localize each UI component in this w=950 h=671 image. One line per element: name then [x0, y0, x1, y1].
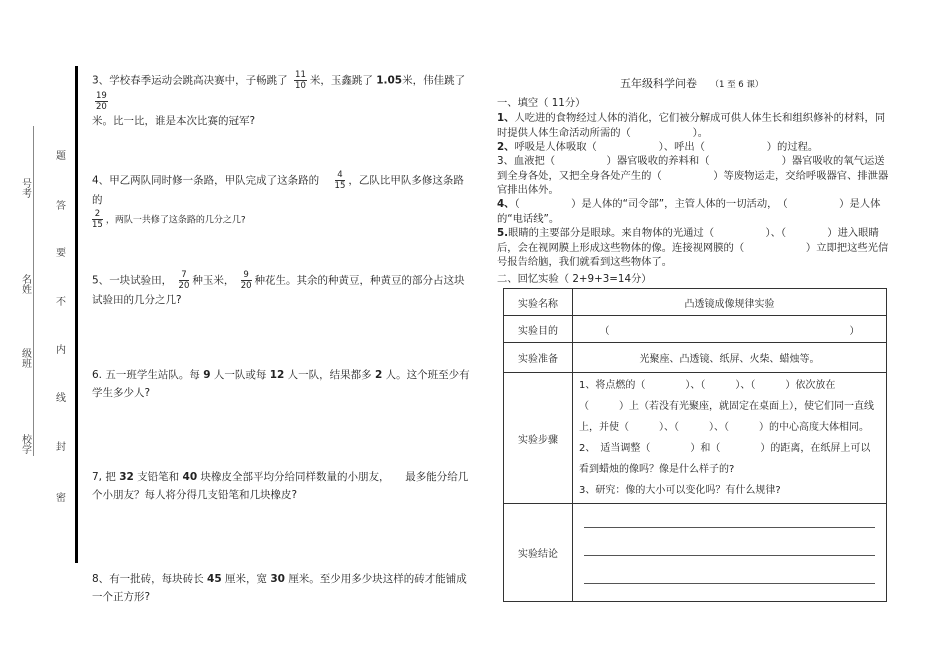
margin-label-school: 校学	[22, 435, 32, 456]
table-cell-value: 光聚座、凸透镜、纸屏、火柴、蜡烛等。	[573, 343, 887, 373]
seal-char: 线	[56, 393, 66, 404]
fill-question-5: 5.眼睛的主要部分是眼球。来自物体的光通过（ ）、（ ）进入眼睛后，会在视网膜上形成这些物体的像。连接视网膜的（ ）立即把这些光信号报告给脑，我们就看到这些物体了。	[497, 227, 889, 268]
table-row	[504, 343, 887, 373]
step-3: 3、研究：像的大小可以变化吗？有什么规律?	[579, 485, 781, 496]
seal-char: 题	[56, 151, 66, 162]
fill-question-3: 3、血液把（ ）器官吸收的养料和（ ）器官吸收的氧气运送到全身各处，又把全身各处产生的（ ）等废物运走，交给呼吸器官、排泄器官排出体外。	[497, 155, 889, 196]
question-8: 8、有一批砖，每块砖长 45 厘米，宽 30 厘米。至少用多少块这样的砖才能铺成一个正方形?	[92, 573, 467, 603]
answer-line	[584, 582, 875, 584]
table-cell-value: 凸透镜成像规律实验	[573, 289, 887, 316]
question-6: 6. 五一班学生站队。每 9 人一队或每 12 人一队，结果都多 2 人。这个班至少有学生多少人?	[92, 369, 470, 399]
seal-char: 内	[56, 345, 66, 356]
section-fill-heading: 一、填空（ 11分）	[497, 97, 586, 109]
question-5: 5、一块试验田， $\frac{7}{20}$ 种玉米， $\frac{9}{20}$ 种花生。其余的种黄豆，种黄豆的部分占这块试验田的几分之几?	[92, 270, 465, 306]
fill-question-2: 2、呼吸是人体吸取（ ）、呼出（ ）的过程。	[497, 141, 819, 153]
question-4: 4、甲乙两队同时修一条路，甲队完成了这条路的 $\frac{4}{15}$ ，乙队比甲队多修这条路的 $\frac{2}{15}$ ，两队一共修了这条路的几分之几?	[92, 170, 464, 230]
table-cell-label: 实验准备	[504, 343, 573, 373]
seal-char: 答	[56, 201, 66, 212]
question-3: 3、学校春季运动会跳高决赛中，子畅跳了 $\frac{11}{10}$ 米，玉鑫跳了 1.05米，伟佳跳了 $\frac{19}{20}$ 米。比一比，谁是本次比赛的冠军?	[92, 70, 466, 127]
fraction: $\frac{19}{20}$	[96, 91, 107, 112]
table-row-conclusion	[504, 504, 887, 602]
fill-question-4: 4、（ ）是人体的“司令部”，主管人体的一切活动， （ ）是人体的“电话线”。	[497, 198, 881, 225]
conclusion-cell[interactable]	[573, 504, 887, 602]
table-cell-label: 实验步骤	[504, 373, 573, 504]
margin-label-name: 名姓	[22, 275, 32, 296]
table-row	[504, 289, 887, 316]
table-cell-label: 实验名称	[504, 289, 573, 316]
seal-char: 不	[56, 297, 66, 308]
question-7: 7, 把 32 支铅笔和 40 块橡皮全部平均分给同样数量的小朋友， 最多能分给几个小朋友？每人将分得几支铅笔和几块橡皮?	[92, 471, 469, 501]
step-1: 1、将点燃的（ ）、（ ）、（ ）依次放在（ ）上（若没有光聚座，就固定在桌面上），使它们同一直线上，并使（ ）、（ ）、（ ）的中心高度大体相同。	[579, 380, 874, 433]
margin-label-exam-number: 号考	[22, 179, 32, 200]
answer-line	[584, 526, 875, 528]
fill-question-1: 1、人吃进的食物经过人体的消化，它们被分解成可供人体生长和组织修补的材料，同时提供人体生命活动所需的（ ）。	[497, 112, 886, 139]
page-title: 五年级科学问卷 （1 至 6 课）	[620, 77, 764, 90]
table-row-steps	[504, 373, 887, 504]
seal-char: 要	[56, 248, 66, 259]
table-cell-label: 实验结论	[504, 504, 573, 602]
table-cell-value: （ ）	[573, 316, 887, 343]
seal-char: 封	[56, 442, 66, 453]
binding-thick-line	[75, 66, 78, 563]
fraction: $\frac{11}{10}$	[295, 70, 306, 91]
experiment-table	[503, 288, 887, 602]
margin-label-class: 级班	[22, 349, 32, 370]
section-experiment-heading: 二、回忆实验（ 2+9+3=14分）	[497, 273, 652, 285]
answer-line	[584, 554, 875, 556]
table-row	[504, 316, 887, 343]
steps-cell	[573, 373, 887, 504]
step-2: 2、 适当调整（ ）和（ ）的距离，在纸屏上可以看到蜡烛的像吗？像是什么样子的?	[579, 443, 871, 475]
table-cell-label: 实验目的	[504, 316, 573, 343]
seal-char: 密	[56, 493, 66, 504]
